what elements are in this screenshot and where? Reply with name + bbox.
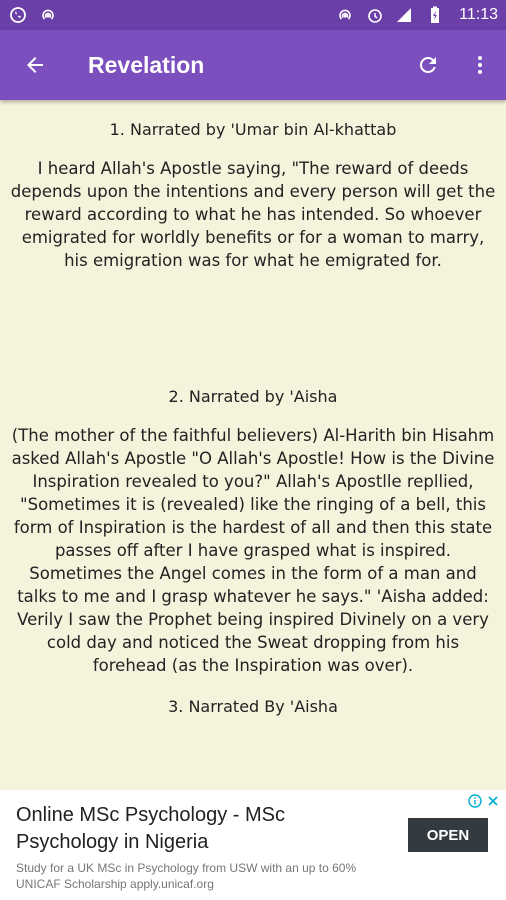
hadith-text: I heard Allah's Apostle saying, "The reward of deeds depends upon the intentions and every person will get the reward according to what he has intended. So whoever emigrated for worldly benefits or for a woman to marry, his emigration was for what he emigrated for. (10, 159, 496, 270)
ad-headline[interactable]: Online MSc Psychology - MSc Psychology in Nigeria (16, 804, 285, 853)
ad-banner[interactable] (0, 790, 506, 900)
hadith-list[interactable] (0, 100, 506, 768)
hadith-text: (The mother of the faithful believers) Al-Harith bin Hisahm asked Allah's Apostle "O Allah's Apostle! How is the Divine Inspiration revealed to you?" Allah's Apostlle repllied, "Sometimes it is (revealed) like the ringing of a bell, this form of Inspiration is the hardest of all and then this state passes off after I have grasped what is inspired. Sometimes the Angel comes in the form of a man and talks to me and I grasp whatever he says." 'Aisha added: Verily I saw the Prophet being inspired Divinely on a very cold day and noticed the Sweat dropping from his forehead (as the Inspiration was over). (11, 426, 495, 675)
refresh-icon (416, 53, 440, 77)
more-vert-icon (468, 53, 492, 77)
hotspot-icon (335, 5, 355, 25)
signal-lte-icon (395, 5, 415, 25)
refresh-button[interactable] (402, 30, 454, 100)
ad-description[interactable]: Study for a UK MSc in Psychology from USW with an up to 60% UNICAF Scholarship apply.unicaf.org (16, 861, 357, 891)
hadith-heading: 2. Narrated by 'Aisha (168, 387, 338, 406)
app-bar (0, 30, 506, 100)
battery-charging-icon (425, 5, 445, 25)
info-icon[interactable] (468, 794, 482, 808)
ad-open-button[interactable]: OPEN (408, 818, 488, 852)
status-left-icons (8, 5, 58, 25)
hadith-heading: 1. Narrated by 'Umar bin Al-khattab (109, 120, 397, 139)
ad-choices[interactable] (468, 794, 500, 808)
close-icon[interactable] (486, 794, 500, 808)
hadith-item (0, 387, 506, 677)
status-time: 11:13 (459, 6, 498, 23)
arrow-back-icon (23, 53, 47, 77)
back-button[interactable] (0, 30, 70, 100)
status-right-icons (335, 5, 498, 25)
status-bar (0, 0, 506, 30)
page-title: Revelation (88, 51, 205, 78)
hotspot-icon (38, 5, 58, 25)
alarm-icon (365, 5, 385, 25)
hadith-item (0, 697, 506, 716)
hadith-heading: 3. Narrated By 'Aisha (168, 697, 338, 716)
hadith-item (0, 120, 506, 272)
more-options-button[interactable] (454, 30, 506, 100)
whatsapp-icon (8, 5, 28, 25)
